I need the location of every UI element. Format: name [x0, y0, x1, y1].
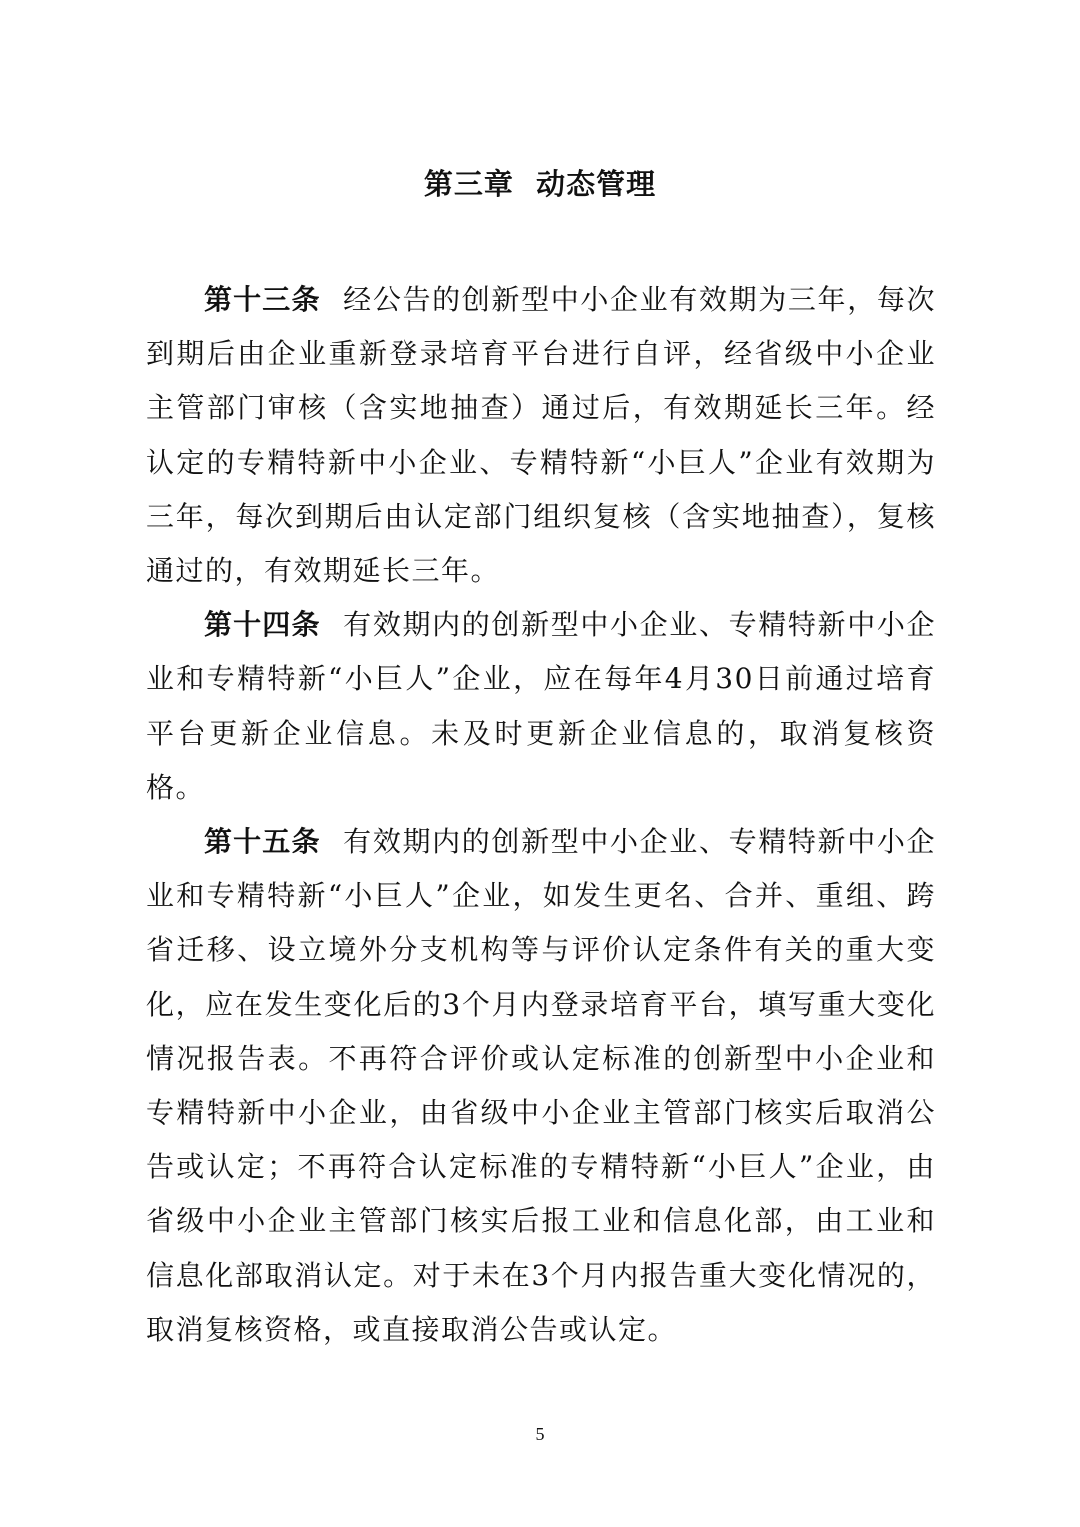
- article-heading: 第十三条: [204, 283, 321, 316]
- article-13: [146, 273, 936, 598]
- article-heading: 第十四条: [204, 608, 321, 642]
- chapter-title: 第三章 动态管理: [423, 167, 657, 201]
- article-15: [146, 815, 936, 1357]
- page-number: 5: [535, 1424, 545, 1444]
- document-body: [146, 273, 936, 1357]
- article-heading: 第十五条: [204, 825, 321, 859]
- article-text: 有效期内的创新型中小企业、专精特新中小企业和专精特新“小巨人”企业，应在每年4月30日前通过培育平台更新企业信息。未及时更新企业信息的，取消复核资格。: [146, 608, 936, 804]
- article-text: 经公告的创新型中小企业有效期为三年，每次到期后由企业重新登录培育平台进行自评，经省级中小企业主管部门审核（含实地抽查）通过后，有效期延长三年。经认定的专精特新中小企业、专精特新“小巨人”企业有效期为三年，每次到期后由认定部门组织复核（含实地抽查），复核通过的，有效期延长三年。: [146, 283, 936, 588]
- article-text: 有效期内的创新型中小企业、专精特新中小企业和专精特新“小巨人”企业，如发生更名、合并、重组、跨省迁移、设立境外分支机构等与评价认定条件有关的重大变化，应在发生变化后的3个月内登录培育平台，填写重大变化情况报告表。不再符合评价或认定标准的创新型中小企业和专精特新中小企业，由省级中小企业主管部门核实后取消公告或认定；不再符合认定标准的专精特新“小巨人”企业，由省级中小企业主管部门核实后报工业和信息化部，由工业和信息化部取消认定。对于未在3个月内报告重大变化情况的，取消复核资格，或直接取消公告或认定。: [146, 825, 936, 1346]
- article-14: [146, 598, 936, 815]
